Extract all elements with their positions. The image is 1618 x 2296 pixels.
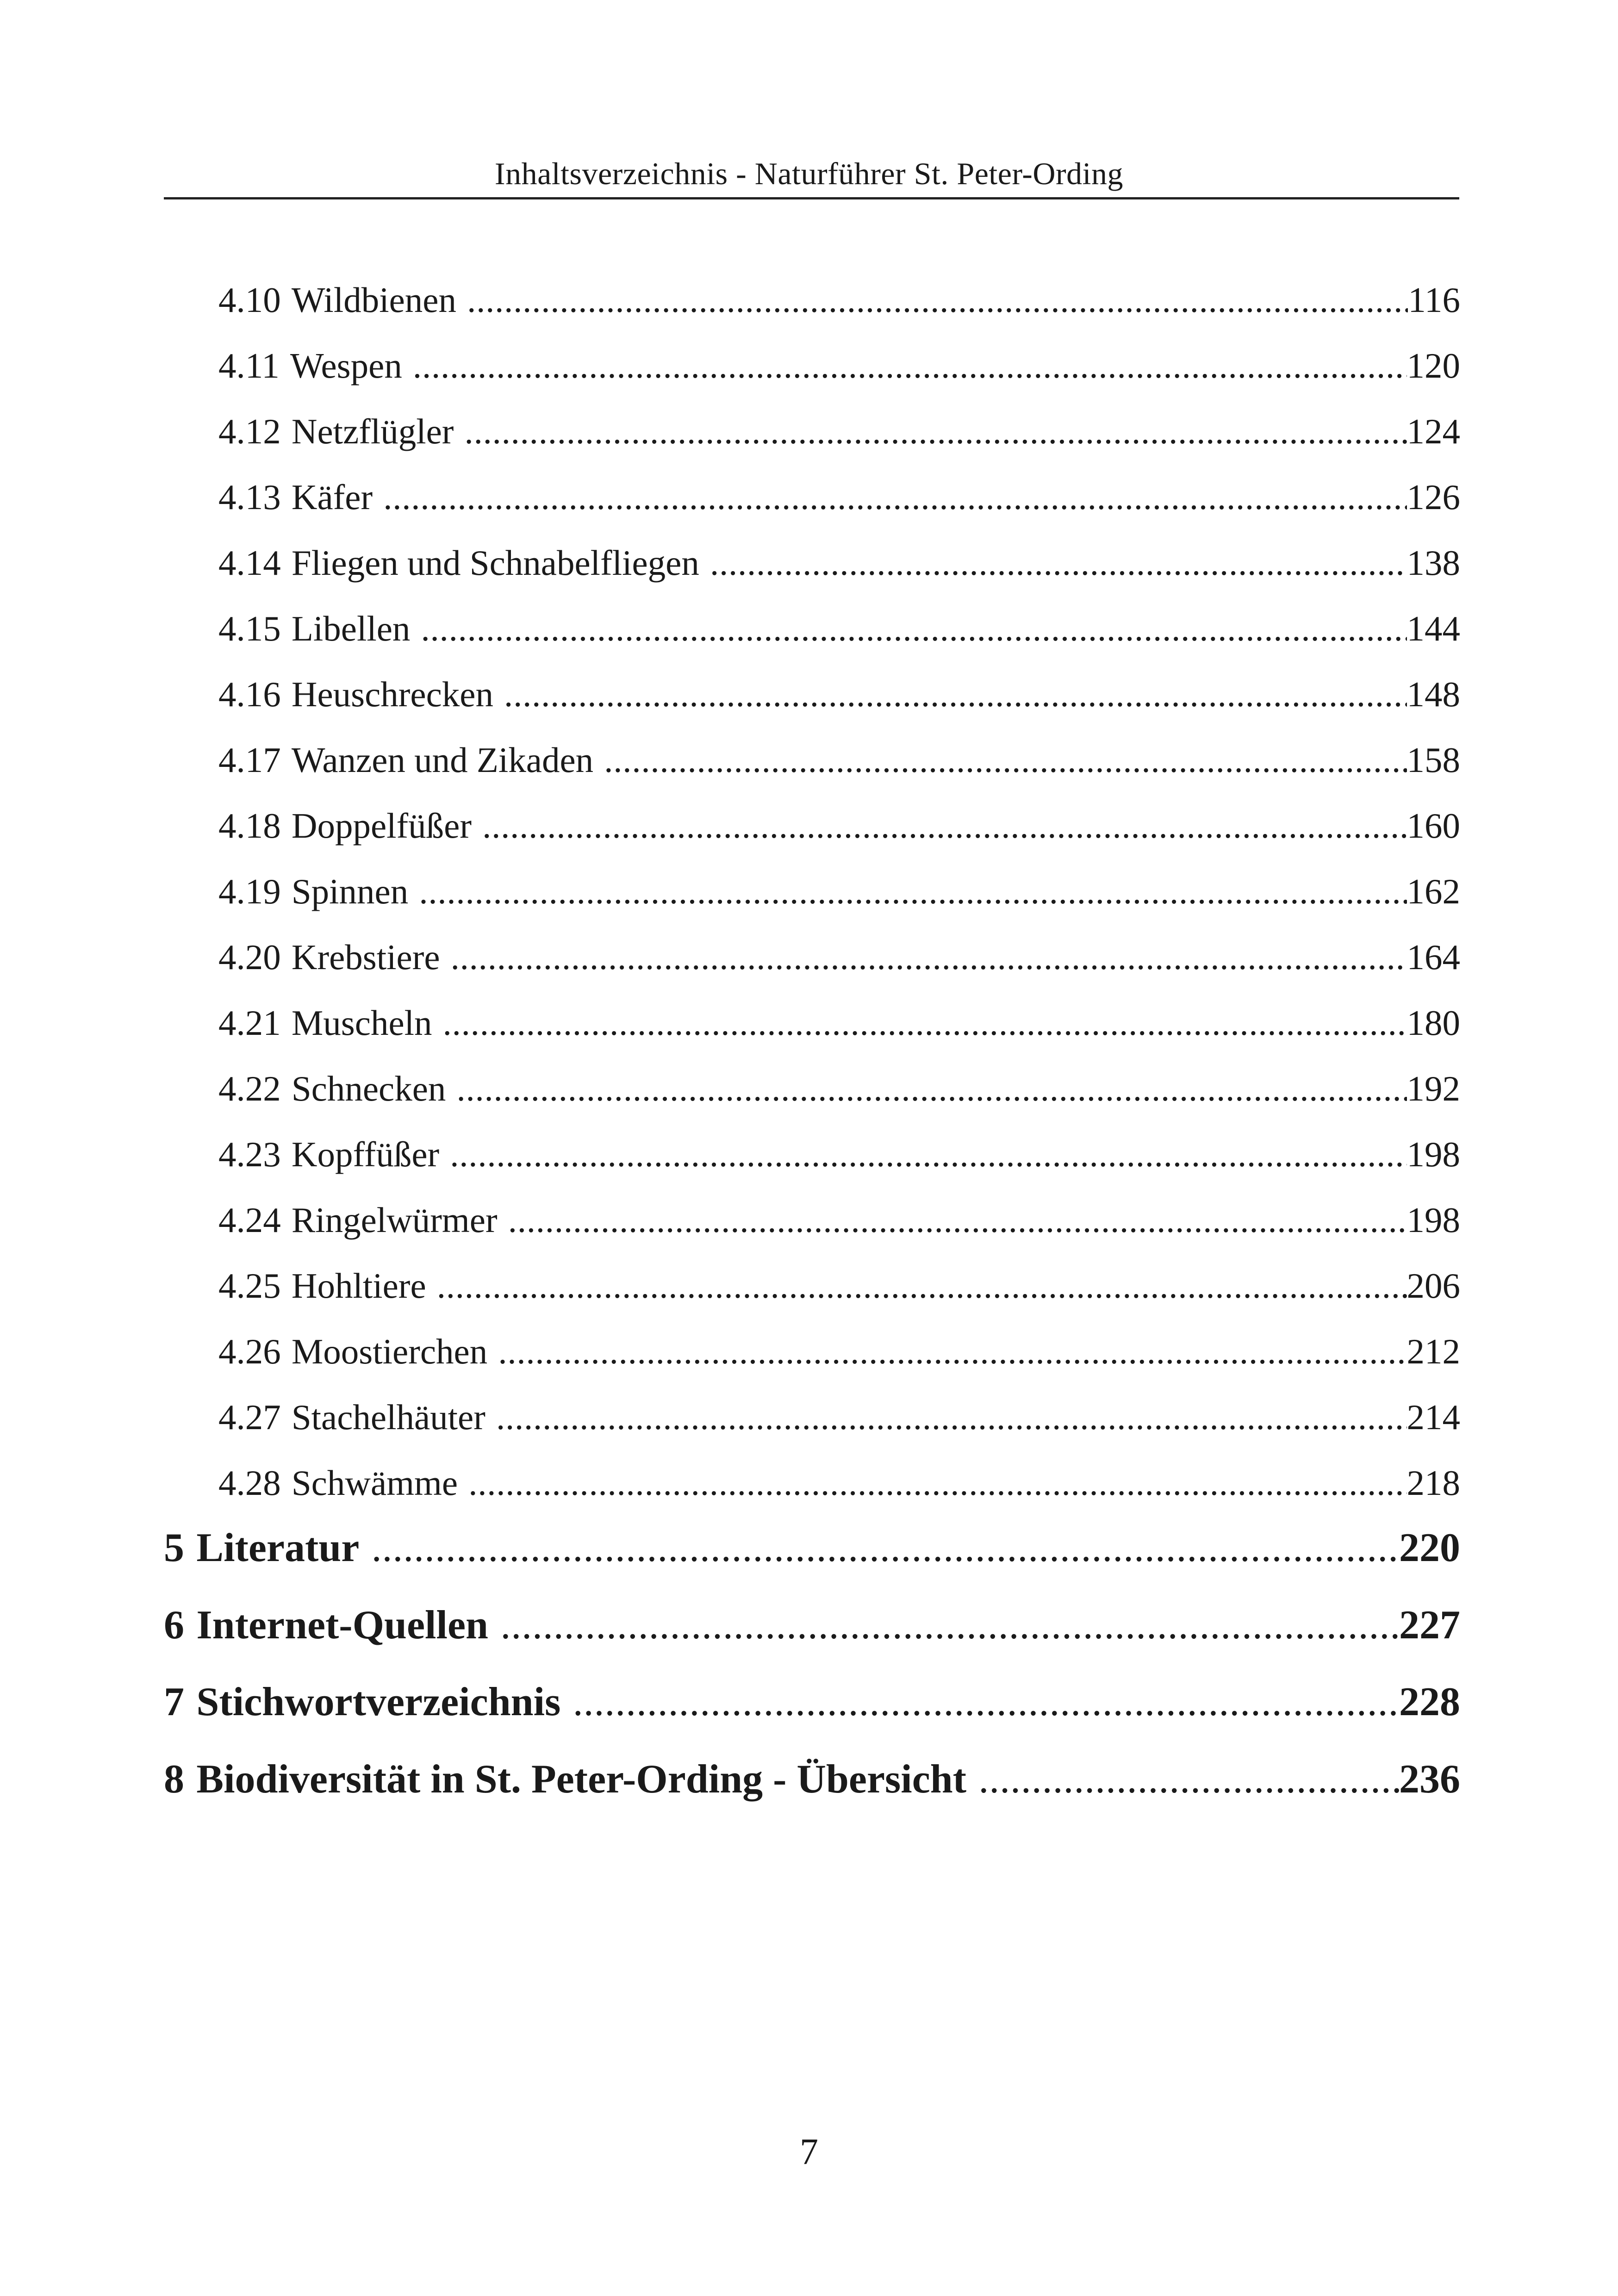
toc-entry-title: Wildbienen [291, 280, 456, 320]
toc-entry-number: 4.15 [218, 609, 281, 648]
dot-leader [504, 669, 1406, 720]
toc-chapter-page: 220 [1399, 1525, 1460, 1570]
dot-leader [465, 406, 1407, 457]
dot-leader [508, 1195, 1407, 1245]
dot-leader [437, 1260, 1407, 1311]
dot-leader [451, 932, 1407, 983]
toc-entry-title: Schnecken [291, 1069, 446, 1108]
toc-entry-page: 120 [1406, 346, 1460, 386]
toc-chapter-number: 7 [164, 1680, 184, 1724]
toc-entry-number: 4.24 [218, 1200, 281, 1240]
toc-entry-page: 158 [1406, 740, 1460, 780]
toc-entry[interactable] [218, 1260, 1460, 1311]
toc-entry-title: Hohltiere [291, 1266, 426, 1306]
toc-entry-number: 4.11 [218, 346, 280, 386]
dot-leader [372, 1520, 1399, 1576]
toc-entry[interactable] [218, 406, 1460, 457]
toc-entry-page: 124 [1406, 411, 1460, 451]
toc-entry-title: Netzflügler [291, 411, 454, 451]
toc-entry-number: 4.21 [218, 1003, 281, 1043]
toc-chapter-page: 228 [1399, 1680, 1460, 1724]
toc-entry-number: 4.13 [218, 477, 281, 517]
toc-entry-page: 218 [1406, 1463, 1460, 1503]
toc-entry[interactable] [218, 1129, 1460, 1180]
toc-entry[interactable] [218, 1326, 1460, 1377]
toc-entry-title: Krebstiere [291, 937, 440, 977]
toc-entry-title: Spinnen [291, 871, 409, 911]
toc-entry-number: 4.22 [218, 1069, 281, 1108]
dot-leader [450, 1129, 1406, 1180]
toc-entry-number: 4.27 [218, 1397, 281, 1437]
toc-entry-number: 4.25 [218, 1266, 281, 1306]
toc-chapter-entry[interactable] [164, 1598, 1460, 1653]
toc-entry-title: Moostierchen [291, 1332, 488, 1371]
dot-leader [604, 734, 1406, 785]
toc-chapter-title: Biodiversität in St. Peter-Ording - Übersicht [196, 1757, 967, 1802]
dot-leader [421, 603, 1407, 654]
toc-entry[interactable] [218, 274, 1460, 325]
toc-chapter-page: 236 [1399, 1757, 1460, 1802]
toc-entry[interactable] [218, 603, 1460, 654]
toc-entry-number: 4.26 [218, 1332, 281, 1371]
toc-entry-number: 4.17 [218, 740, 281, 780]
toc-chapter-entry[interactable] [164, 1520, 1460, 1576]
dot-leader [468, 1457, 1406, 1508]
toc-entry-title: Wanzen und Zikaden [291, 740, 594, 780]
page-number: 7 [800, 2132, 818, 2172]
toc-entry-number: 4.20 [218, 937, 281, 977]
toc-chapter-number: 5 [164, 1525, 184, 1570]
dot-leader [573, 1674, 1399, 1730]
dot-leader [413, 340, 1407, 391]
toc-entry[interactable] [218, 340, 1460, 391]
toc-entry-number: 4.16 [218, 674, 281, 714]
toc-entry-title: Heuschrecken [291, 674, 493, 714]
toc-chapter-entry[interactable] [164, 1752, 1460, 1807]
toc-entry-page: 126 [1406, 477, 1460, 517]
running-header: Inhaltsverzeichnis - Naturführer St. Peter-Ording [494, 156, 1124, 191]
toc-chapter-number: 6 [164, 1603, 184, 1648]
toc-chapter-title: Internet-Quellen [196, 1603, 488, 1648]
toc-entry-page: 164 [1406, 937, 1460, 977]
toc-entry-title: Ringelwürmer [291, 1200, 498, 1240]
toc-entry-page: 160 [1406, 806, 1460, 846]
toc-entry[interactable] [218, 734, 1460, 785]
toc-entry-title: Fliegen und Schnabelfliegen [291, 543, 699, 583]
toc-entry[interactable] [218, 1457, 1460, 1508]
toc-entry[interactable] [218, 669, 1460, 720]
toc-entry-page: 148 [1406, 674, 1460, 714]
toc-entry-title: Libellen [291, 609, 411, 648]
toc-entry-page: 214 [1406, 1397, 1460, 1437]
toc-entry-title: Käfer [291, 477, 373, 517]
toc-entry-title: Kopffüßer [291, 1134, 440, 1174]
dot-leader [482, 800, 1406, 851]
toc-entry-number: 4.23 [218, 1134, 281, 1174]
toc-entry-title: Schwämme [291, 1463, 458, 1503]
toc-entry-title: Muscheln [291, 1003, 432, 1043]
toc-entry-number: 4.14 [218, 543, 281, 583]
dot-leader [710, 537, 1407, 588]
header-rule [164, 197, 1459, 199]
toc-entry-page: 206 [1406, 1266, 1460, 1306]
toc-entry-number: 4.19 [218, 871, 281, 911]
dot-leader [443, 997, 1407, 1048]
dot-leader [383, 472, 1406, 523]
toc-entry[interactable] [218, 537, 1460, 588]
toc-entry-title: Wespen [290, 346, 402, 386]
toc-entry[interactable] [218, 932, 1460, 983]
toc-entry[interactable] [218, 472, 1460, 523]
toc-chapter-page: 227 [1399, 1603, 1460, 1648]
toc-entry-page: 162 [1406, 871, 1460, 911]
dot-leader [456, 1063, 1406, 1114]
toc-entry-page: 138 [1406, 543, 1460, 583]
toc-entry[interactable] [218, 1195, 1460, 1245]
toc-entry-number: 4.10 [218, 280, 281, 320]
toc-entry[interactable] [218, 866, 1460, 917]
toc-entry-page: 180 [1406, 1003, 1460, 1043]
toc-chapter-title: Literatur [196, 1525, 360, 1570]
toc-chapter-entry[interactable] [164, 1674, 1460, 1730]
dot-leader [978, 1752, 1399, 1807]
dot-leader [467, 274, 1408, 325]
toc-entry[interactable] [218, 1392, 1460, 1443]
toc-entry-number: 4.18 [218, 806, 281, 846]
toc-entry[interactable] [218, 1063, 1460, 1114]
toc-entry-page: 116 [1408, 280, 1460, 320]
dot-leader [498, 1326, 1406, 1377]
toc-chapter-title: Stichwortverzeichnis [196, 1680, 561, 1724]
toc-chapter-number: 8 [164, 1757, 184, 1802]
toc-entry-title: Doppelfüßer [291, 806, 472, 846]
toc-entry-number: 4.12 [218, 411, 281, 451]
toc-entry-page: 212 [1406, 1332, 1460, 1371]
toc-entry-page: 192 [1406, 1069, 1460, 1108]
toc-entry[interactable] [218, 997, 1460, 1048]
dot-leader [419, 866, 1406, 917]
toc-entry-page: 144 [1406, 609, 1460, 648]
toc-entry-page: 198 [1406, 1200, 1460, 1240]
toc-entry-number: 4.28 [218, 1463, 281, 1503]
dot-leader [500, 1598, 1399, 1653]
toc-entry-title: Stachelhäuter [291, 1397, 485, 1437]
dot-leader [496, 1392, 1407, 1443]
toc-entry[interactable] [218, 800, 1460, 851]
toc-entry-page: 198 [1406, 1134, 1460, 1174]
